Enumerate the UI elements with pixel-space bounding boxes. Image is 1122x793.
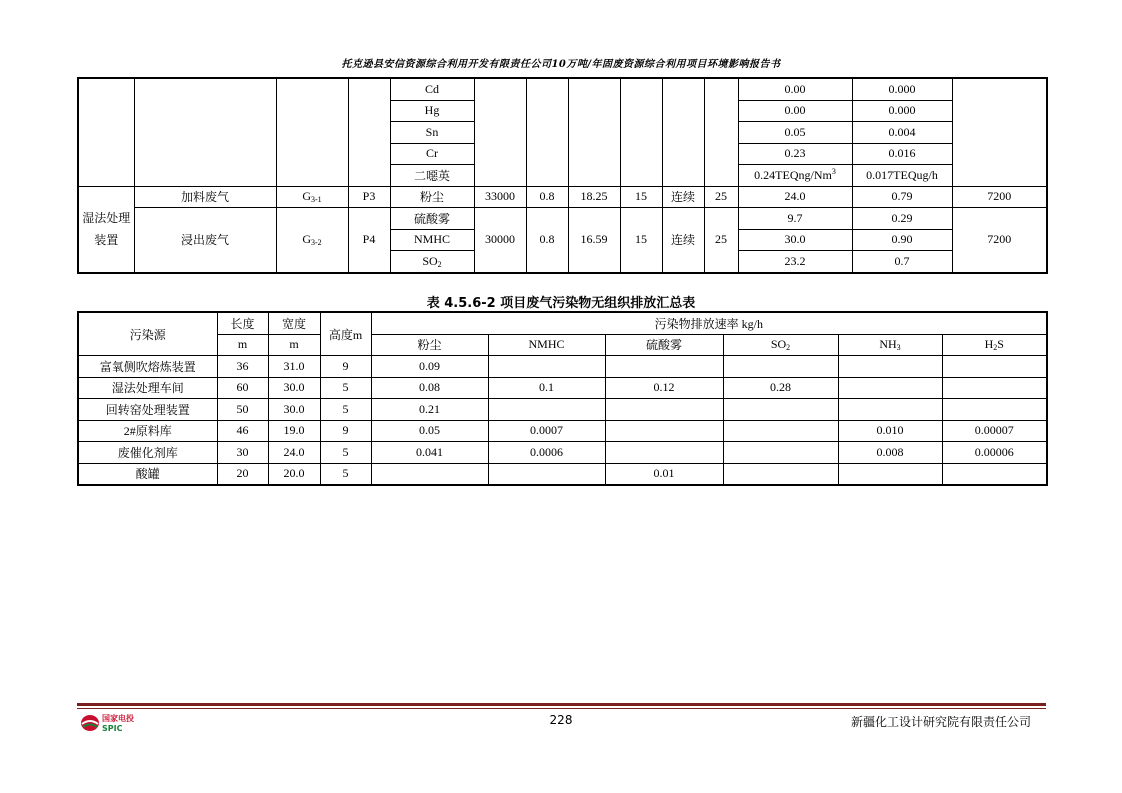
col-h2s: $H_2S$ — [942, 334, 1047, 356]
source-cell: 加料废气 — [134, 186, 276, 208]
dia-cell: 0.8 — [526, 208, 568, 273]
amount-cell: 0.016 — [852, 143, 952, 165]
height-cell: 15 — [620, 208, 662, 273]
pollutant-cell: 硫酸雾 — [390, 208, 474, 230]
rate-cell: 30.0 — [738, 229, 852, 251]
table-row-p3 — [78, 186, 1047, 208]
temp-cell: 25 — [704, 186, 738, 208]
amount-cell: 0.000 — [852, 78, 952, 100]
source-cell: 浸出废气 — [134, 208, 276, 273]
pollutant-cell: Cd — [390, 78, 474, 100]
speed-cell: 18.25 — [568, 186, 620, 208]
col-length-unit: m — [217, 334, 268, 356]
fugitive-emission-table — [77, 311, 1048, 486]
hours-cell: 7200 — [952, 186, 1047, 208]
col-rate-title: 污染物排放速率 kg/h — [371, 312, 1047, 334]
code-cell: $G_{3-1}$ — [276, 186, 348, 208]
table-row: 富氧侧吹熔炼装置 36 31.0 9 0.09 — [78, 356, 1047, 378]
rate-cell: 24.0 — [738, 186, 852, 208]
rate-cell: 0.00 — [738, 78, 852, 100]
col-width: 宽度 — [268, 312, 320, 334]
outlet-cell: P4 — [348, 208, 390, 273]
temp-cell: 25 — [704, 208, 738, 273]
rate-cell: 0.24TEQng/Nm$^3$ — [738, 165, 852, 187]
table-row: 2#原料库 46 19.0 9 0.05 0.0007 0.010 0.00007 — [78, 420, 1047, 442]
organized-emission-table-continued — [77, 77, 1048, 274]
col-acid: 硫酸雾 — [605, 334, 723, 356]
amount-cell: 0.90 — [852, 229, 952, 251]
footer-rule-thick — [77, 703, 1046, 706]
pollutant-cell: $SO_2$ — [390, 251, 474, 273]
pollutant-cell: NMHC — [390, 229, 474, 251]
footer-rule-thin — [77, 708, 1046, 709]
mode-cell: 连续 — [662, 186, 704, 208]
table-row: 回转窑处理装置 50 30.0 5 0.21 — [78, 399, 1047, 421]
flow-cell: 33000 — [474, 186, 526, 208]
amount-cell: 0.017TEQug/h — [852, 165, 952, 187]
col-height: 高度m — [320, 312, 371, 356]
col-length: 长度 — [217, 312, 268, 334]
col-nh3: $NH_3$ — [838, 334, 942, 356]
amount-cell: 0.004 — [852, 122, 952, 144]
rate-cell: 0.05 — [738, 122, 852, 144]
mode-cell: 连续 — [662, 208, 704, 273]
hours-cell: 7200 — [952, 208, 1047, 273]
speed-cell: 16.59 — [568, 208, 620, 273]
header-row — [78, 312, 1047, 334]
amount-cell: 0.29 — [852, 208, 952, 230]
page-number: 228 — [549, 713, 573, 727]
rate-cell: 9.7 — [738, 208, 852, 230]
code-cell: $G_{3-2}$ — [276, 208, 348, 273]
pollutant-cell: 二噁英 — [390, 165, 474, 187]
header-row — [78, 334, 1047, 356]
table-row: 废催化剂库 30 24.0 5 0.041 0.0006 0.008 0.00006 — [78, 442, 1047, 464]
dia-cell: 0.8 — [526, 186, 568, 208]
table-row: 湿法处理车间 60 30.0 5 0.08 0.1 0.12 0.28 — [78, 377, 1047, 399]
col-nmhc: NMHC — [488, 334, 605, 356]
height-cell: 15 — [620, 186, 662, 208]
amount-cell: 0.000 — [852, 100, 952, 122]
company-name: 新疆化工设计研究院有限责任公司 — [850, 715, 1031, 729]
table-row-p4 — [78, 208, 1047, 230]
svg-text:国家电投: 国家电投 — [102, 714, 134, 723]
col-so2: $SO_2$ — [723, 334, 838, 356]
svg-text:SPIC: SPIC — [102, 724, 123, 733]
rate-cell: 0.00 — [738, 100, 852, 122]
col-source: 污染源 — [78, 312, 217, 356]
pollutant-cell: 粉尘 — [390, 186, 474, 208]
pollutant-cell: Cr — [390, 143, 474, 165]
pollutant-cell: Hg — [390, 100, 474, 122]
col-width-unit: m — [268, 334, 320, 356]
table-row — [78, 78, 1047, 100]
pollutant-cell: Sn — [390, 122, 474, 144]
amount-cell: 0.79 — [852, 186, 952, 208]
outlet-cell: P3 — [348, 186, 390, 208]
flow-cell: 30000 — [474, 208, 526, 273]
col-dust: 粉尘 — [371, 334, 488, 356]
table-row: 酸罐 20 20.0 5 0.01 — [78, 463, 1047, 485]
report-header: 托克逊县安信资源综合利用开发有限责任公司10万吨/年固废资源综合利用项目环境影响报告书 — [341, 59, 781, 70]
rate-cell: 0.23 — [738, 143, 852, 165]
group-label: 湿法处理 装置 — [78, 186, 134, 273]
rate-cell: 23.2 — [738, 251, 852, 273]
table-caption: 表 4.5.6-2 项目废气污染物无组织排放汇总表 — [426, 296, 696, 311]
amount-cell: 0.7 — [852, 251, 952, 273]
